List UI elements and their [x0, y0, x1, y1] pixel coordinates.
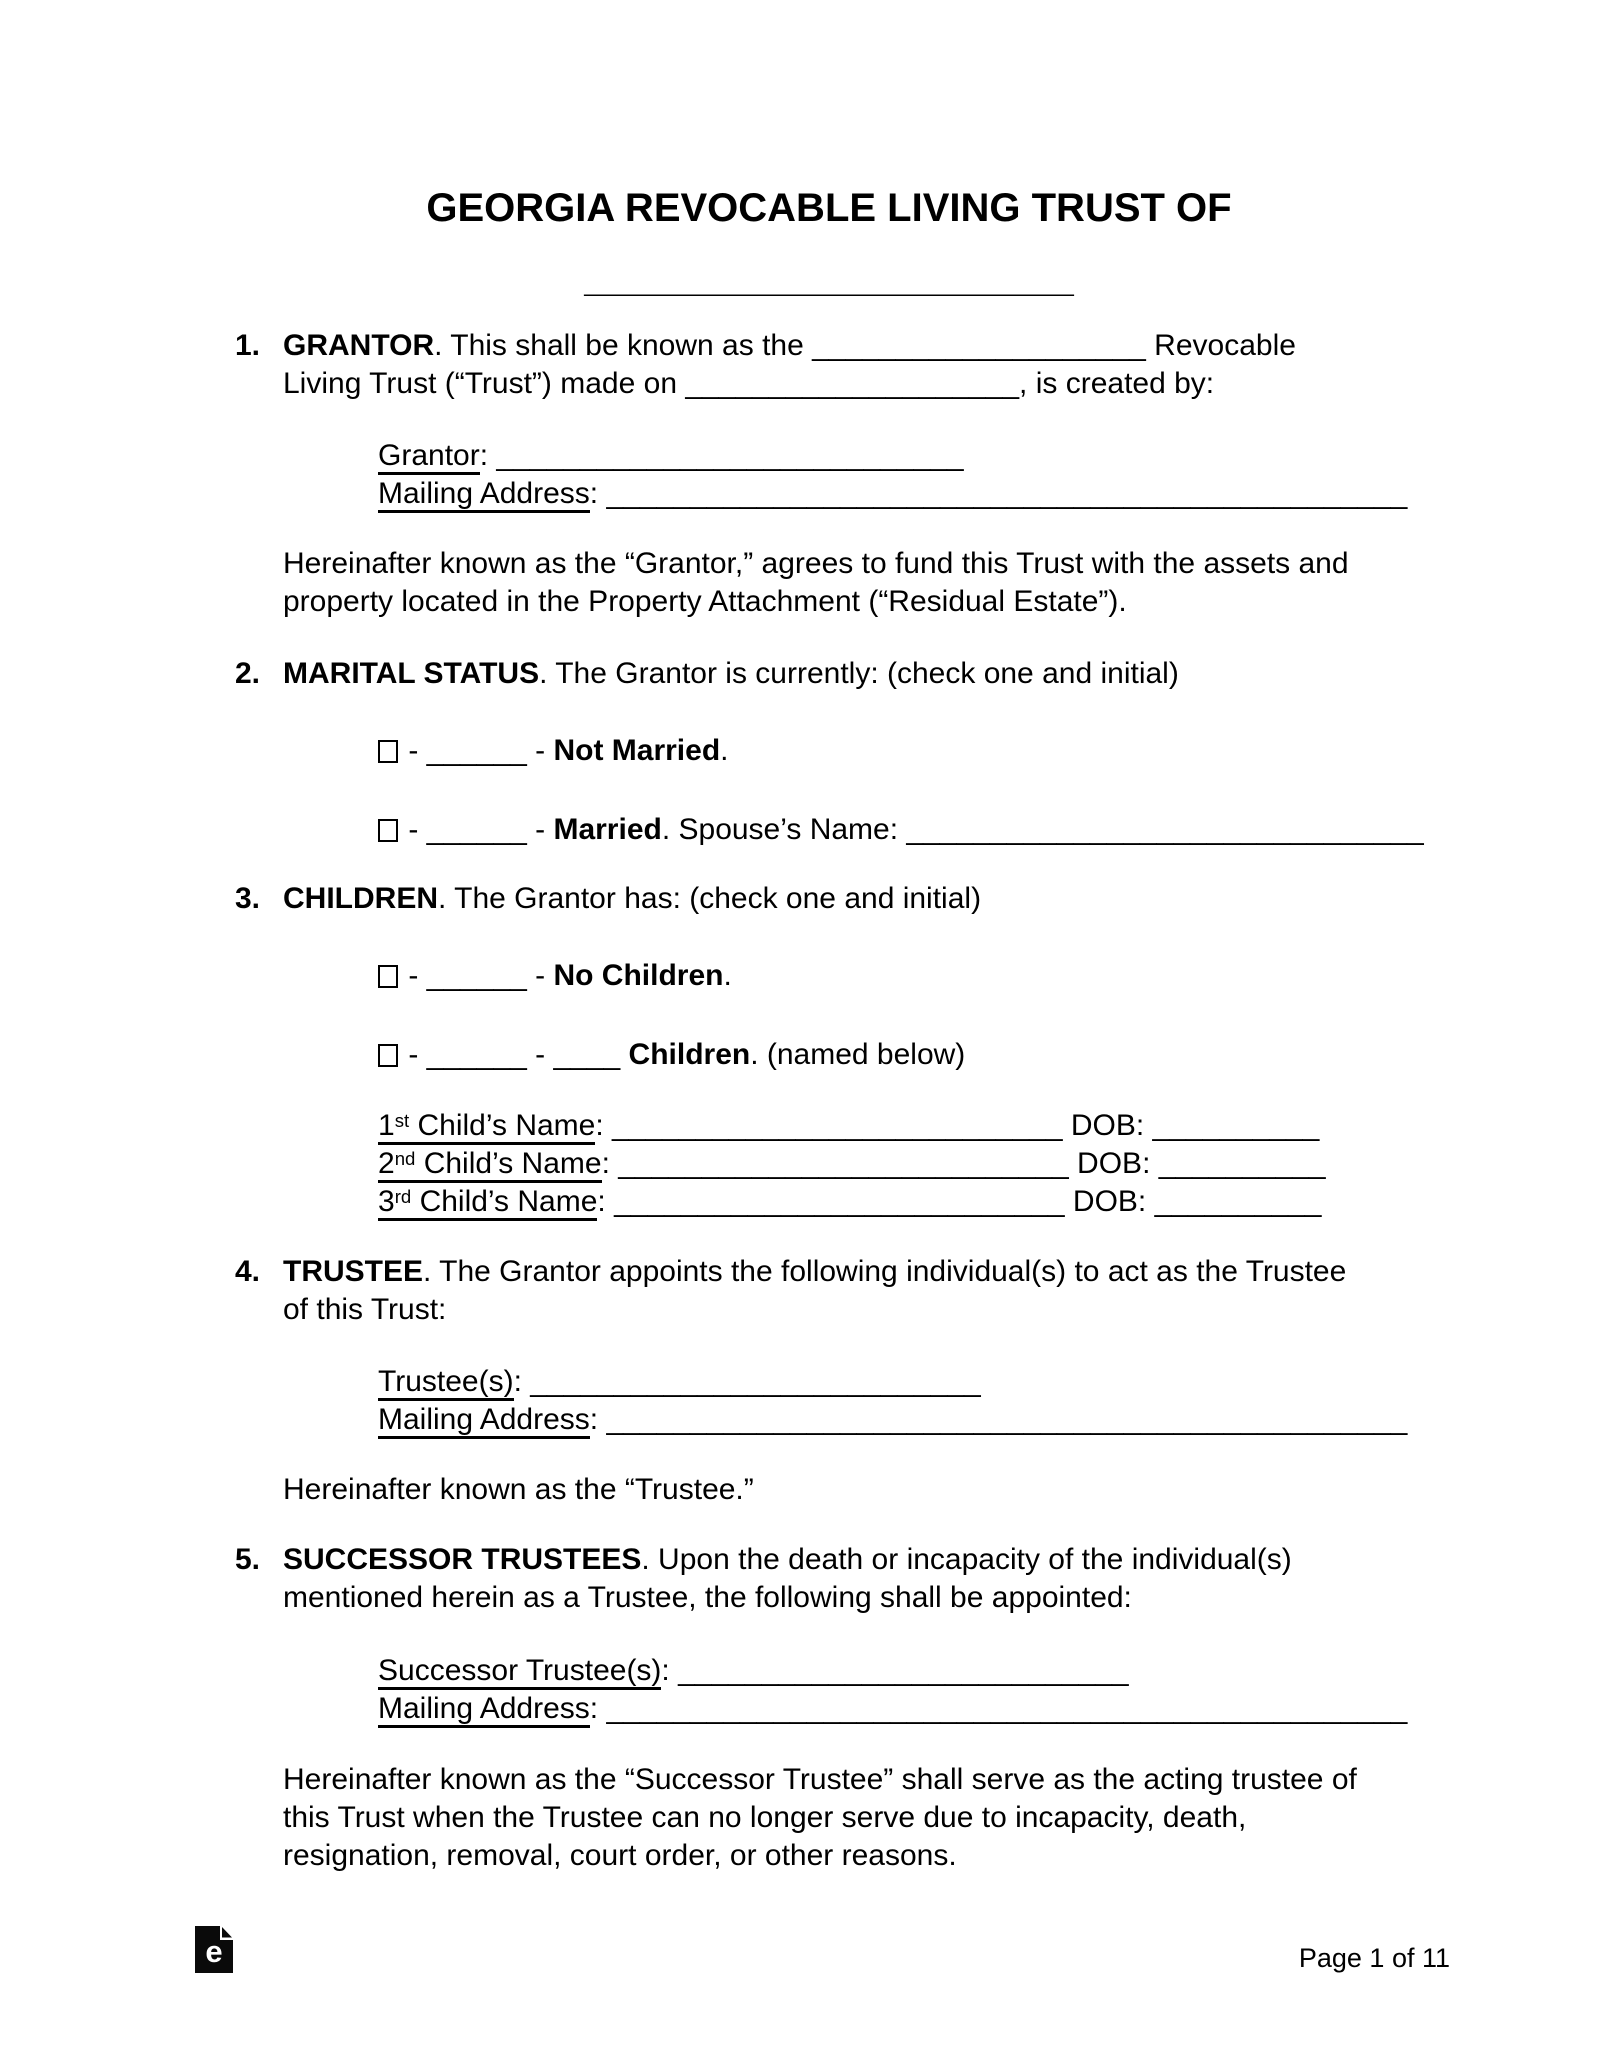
child-name-label — [378, 1185, 597, 1221]
section-number: 4. — [235, 1255, 261, 1288]
section-text: . This shall be known as the — [434, 329, 813, 362]
section-trustee — [235, 1253, 1423, 1509]
field-separator: : — [513, 1365, 531, 1398]
checkbox-icon[interactable] — [378, 1044, 398, 1067]
blank-child-dob[interactable]: __________ — [1158, 1147, 1326, 1180]
blank-child-dob[interactable]: __________ — [1154, 1185, 1322, 1218]
section-heading: MARITAL STATUS — [283, 657, 540, 690]
eforms-logo-letter: e — [205, 1934, 223, 1969]
field-label-mailing-address: Mailing Address — [378, 1403, 590, 1439]
section-intro-paragraph — [283, 1541, 1423, 1617]
eforms-logo-icon — [195, 1926, 233, 1973]
blank-spouse-name[interactable]: _______________________________ — [906, 813, 1424, 846]
option-no-children — [378, 957, 1423, 995]
grantor-fields — [378, 437, 1423, 513]
checkbox-icon[interactable] — [378, 740, 398, 763]
page-footer — [195, 1926, 1450, 1975]
note-text: Hereinafter known as the “Grantor,” agrees to fund this Trust with the assets and — [283, 547, 1349, 580]
option-separator: - — [526, 1038, 554, 1071]
option-label: Not Married — [553, 734, 721, 767]
field-separator: : — [597, 1185, 615, 1218]
children-list — [378, 1107, 1423, 1221]
checkbox-icon[interactable] — [378, 819, 398, 842]
note-text: Hereinafter known as the “Successor Trustee” shall serve as the acting trustee of — [283, 1763, 1357, 1796]
section-text: of this Trust: — [283, 1293, 447, 1326]
section-text: mentioned herein as a Trustee, the following shall be appointed: — [283, 1581, 1132, 1614]
section-text: Revocable — [1145, 329, 1296, 362]
field-label-mailing-address: Mailing Address — [378, 1692, 590, 1728]
section-number: 5. — [235, 1543, 261, 1576]
option-separator: - — [400, 1038, 427, 1071]
field-separator: : — [601, 1147, 619, 1180]
child-ordinal: 2 — [378, 1147, 395, 1180]
option-separator: - — [526, 813, 554, 846]
blank-child-name[interactable]: ___________________________ — [618, 1147, 1069, 1180]
child-name-label — [378, 1109, 595, 1145]
blank-child-name[interactable]: ___________________________ — [612, 1109, 1063, 1142]
field-label-successor-trustee: Successor Trustee(s) — [378, 1654, 661, 1690]
dob-label: DOB: — [1068, 1147, 1159, 1180]
field-row-mailing-address — [378, 1690, 1423, 1728]
note-text: Hereinafter known as the “Trustee.” — [283, 1473, 754, 1506]
successor-trustee-fields — [378, 1652, 1423, 1728]
note-text: property located in the Property Attachment (“Residual Estate”). — [283, 585, 1127, 618]
field-separator: : — [589, 1403, 607, 1436]
section-text: , is created by: — [1019, 367, 1215, 400]
field-label-mailing-address: Mailing Address — [378, 477, 590, 513]
blank-child-name[interactable]: ___________________________ — [614, 1185, 1065, 1218]
field-separator: : — [595, 1109, 613, 1142]
child-ordinal: 3 — [378, 1185, 395, 1218]
dob-label: DOB: — [1062, 1109, 1153, 1142]
section-heading: SUCCESSOR TRUSTEES — [283, 1543, 642, 1576]
child-label-text: Child’s Name — [409, 1109, 596, 1142]
field-label-trustee: Trustee(s) — [378, 1365, 514, 1401]
option-separator: - — [400, 959, 427, 992]
section-intro-paragraph — [283, 1253, 1423, 1329]
section-grantor — [235, 327, 1423, 621]
page-number: Page 1 of 11 — [1298, 1943, 1450, 1973]
blank-grantor-mailing-address[interactable]: ________________________________________________ — [606, 477, 1408, 510]
section-heading: CHILDREN — [283, 882, 438, 915]
child-row-2 — [378, 1145, 1423, 1183]
blank-trust-name[interactable]: ____________________ — [812, 329, 1146, 362]
blank-initials[interactable]: ______ — [426, 813, 527, 846]
child-ordinal-suffix: nd — [394, 1147, 416, 1169]
section-heading: TRUSTEE — [283, 1255, 424, 1288]
section-successor-trustees — [235, 1541, 1423, 1875]
section-text: . The Grantor is currently: (check one and initial) — [539, 657, 1179, 690]
child-ordinal-suffix: rd — [394, 1185, 412, 1207]
option-not-married — [378, 732, 1423, 770]
section-intro-paragraph — [283, 880, 1423, 918]
section-children — [235, 880, 1423, 1221]
child-label-text: Child’s Name — [411, 1185, 598, 1218]
child-label-text: Child’s Name — [415, 1147, 602, 1180]
child-ordinal-suffix: st — [394, 1109, 410, 1131]
option-label: No Children — [553, 959, 724, 992]
blank-children-count[interactable]: ____ — [553, 1038, 629, 1071]
title-name-blank[interactable]: ______________________ — [584, 256, 1074, 300]
field-separator: : — [479, 439, 497, 472]
blank-trust-date[interactable]: ____________________ — [685, 367, 1020, 400]
option-separator: - — [400, 813, 427, 846]
document-title: GEORGIA REVOCABLE LIVING TRUST OF — [426, 186, 1232, 230]
checkbox-icon[interactable] — [378, 965, 398, 988]
section-note — [283, 545, 1423, 621]
blank-initials[interactable]: ______ — [426, 1038, 527, 1071]
option-separator: - — [526, 734, 554, 767]
section-text: . Upon the death or incapacity of the individual(s) — [641, 1543, 1292, 1576]
field-separator: : — [589, 477, 607, 510]
option-after-text: . Spouse’s Name: — [661, 813, 907, 846]
option-after-text: . — [720, 734, 729, 767]
child-name-label — [378, 1147, 602, 1183]
option-separator: - — [526, 959, 554, 992]
section-note — [283, 1761, 1423, 1875]
note-text: this Trust when the Trustee can no longer serve due to incapacity, death, — [283, 1801, 1247, 1834]
trustee-fields — [378, 1363, 1423, 1439]
section-number: 2. — [235, 657, 261, 690]
blank-successor-trustee-name[interactable]: ___________________________ — [678, 1654, 1129, 1687]
blank-initials[interactable]: ______ — [426, 959, 527, 992]
field-separator: : — [589, 1692, 607, 1725]
option-label: Children — [628, 1038, 751, 1071]
section-marital-status — [235, 655, 1423, 849]
blank-trustee-name[interactable]: ___________________________ — [530, 1365, 981, 1398]
option-after-text: . (named below) — [750, 1038, 966, 1071]
option-label: Married — [553, 813, 662, 846]
section-intro-paragraph — [283, 327, 1423, 403]
blank-trustee-mailing-address[interactable]: ________________________________________________ — [606, 1403, 1408, 1436]
blank-initials[interactable]: ______ — [426, 734, 527, 767]
section-heading: GRANTOR — [283, 329, 435, 362]
field-row-mailing-address — [378, 1401, 1423, 1439]
option-has-children — [378, 1036, 1423, 1074]
field-label-grantor: Grantor — [378, 439, 480, 475]
option-after-text: . — [723, 959, 732, 992]
field-row-successor-trustee — [378, 1652, 1423, 1690]
field-row-mailing-address — [378, 475, 1423, 513]
child-row-1 — [378, 1107, 1423, 1145]
blank-child-dob[interactable]: __________ — [1152, 1109, 1320, 1142]
section-intro-paragraph — [283, 655, 1423, 693]
section-text: Living Trust (“Trust”) made on — [283, 367, 686, 400]
section-text: . The Grantor has: (check one and initial) — [438, 882, 982, 915]
field-row-grantor — [378, 437, 1423, 475]
child-ordinal: 1 — [378, 1109, 395, 1142]
blank-grantor-name[interactable]: ____________________________ — [496, 439, 964, 472]
option-married — [378, 811, 1423, 849]
child-row-3 — [378, 1183, 1423, 1221]
option-separator: - — [400, 734, 427, 767]
field-separator: : — [661, 1654, 679, 1687]
note-text: resignation, removal, court order, or other reasons. — [283, 1839, 957, 1872]
section-number: 3. — [235, 882, 261, 915]
section-text: . The Grantor appoints the following individual(s) to act as the Trustee — [423, 1255, 1347, 1288]
section-note — [283, 1471, 1423, 1509]
field-row-trustee — [378, 1363, 1423, 1401]
blank-successor-mailing-address[interactable]: ________________________________________________ — [606, 1692, 1408, 1725]
section-number: 1. — [235, 329, 261, 362]
dob-label: DOB: — [1064, 1185, 1155, 1218]
